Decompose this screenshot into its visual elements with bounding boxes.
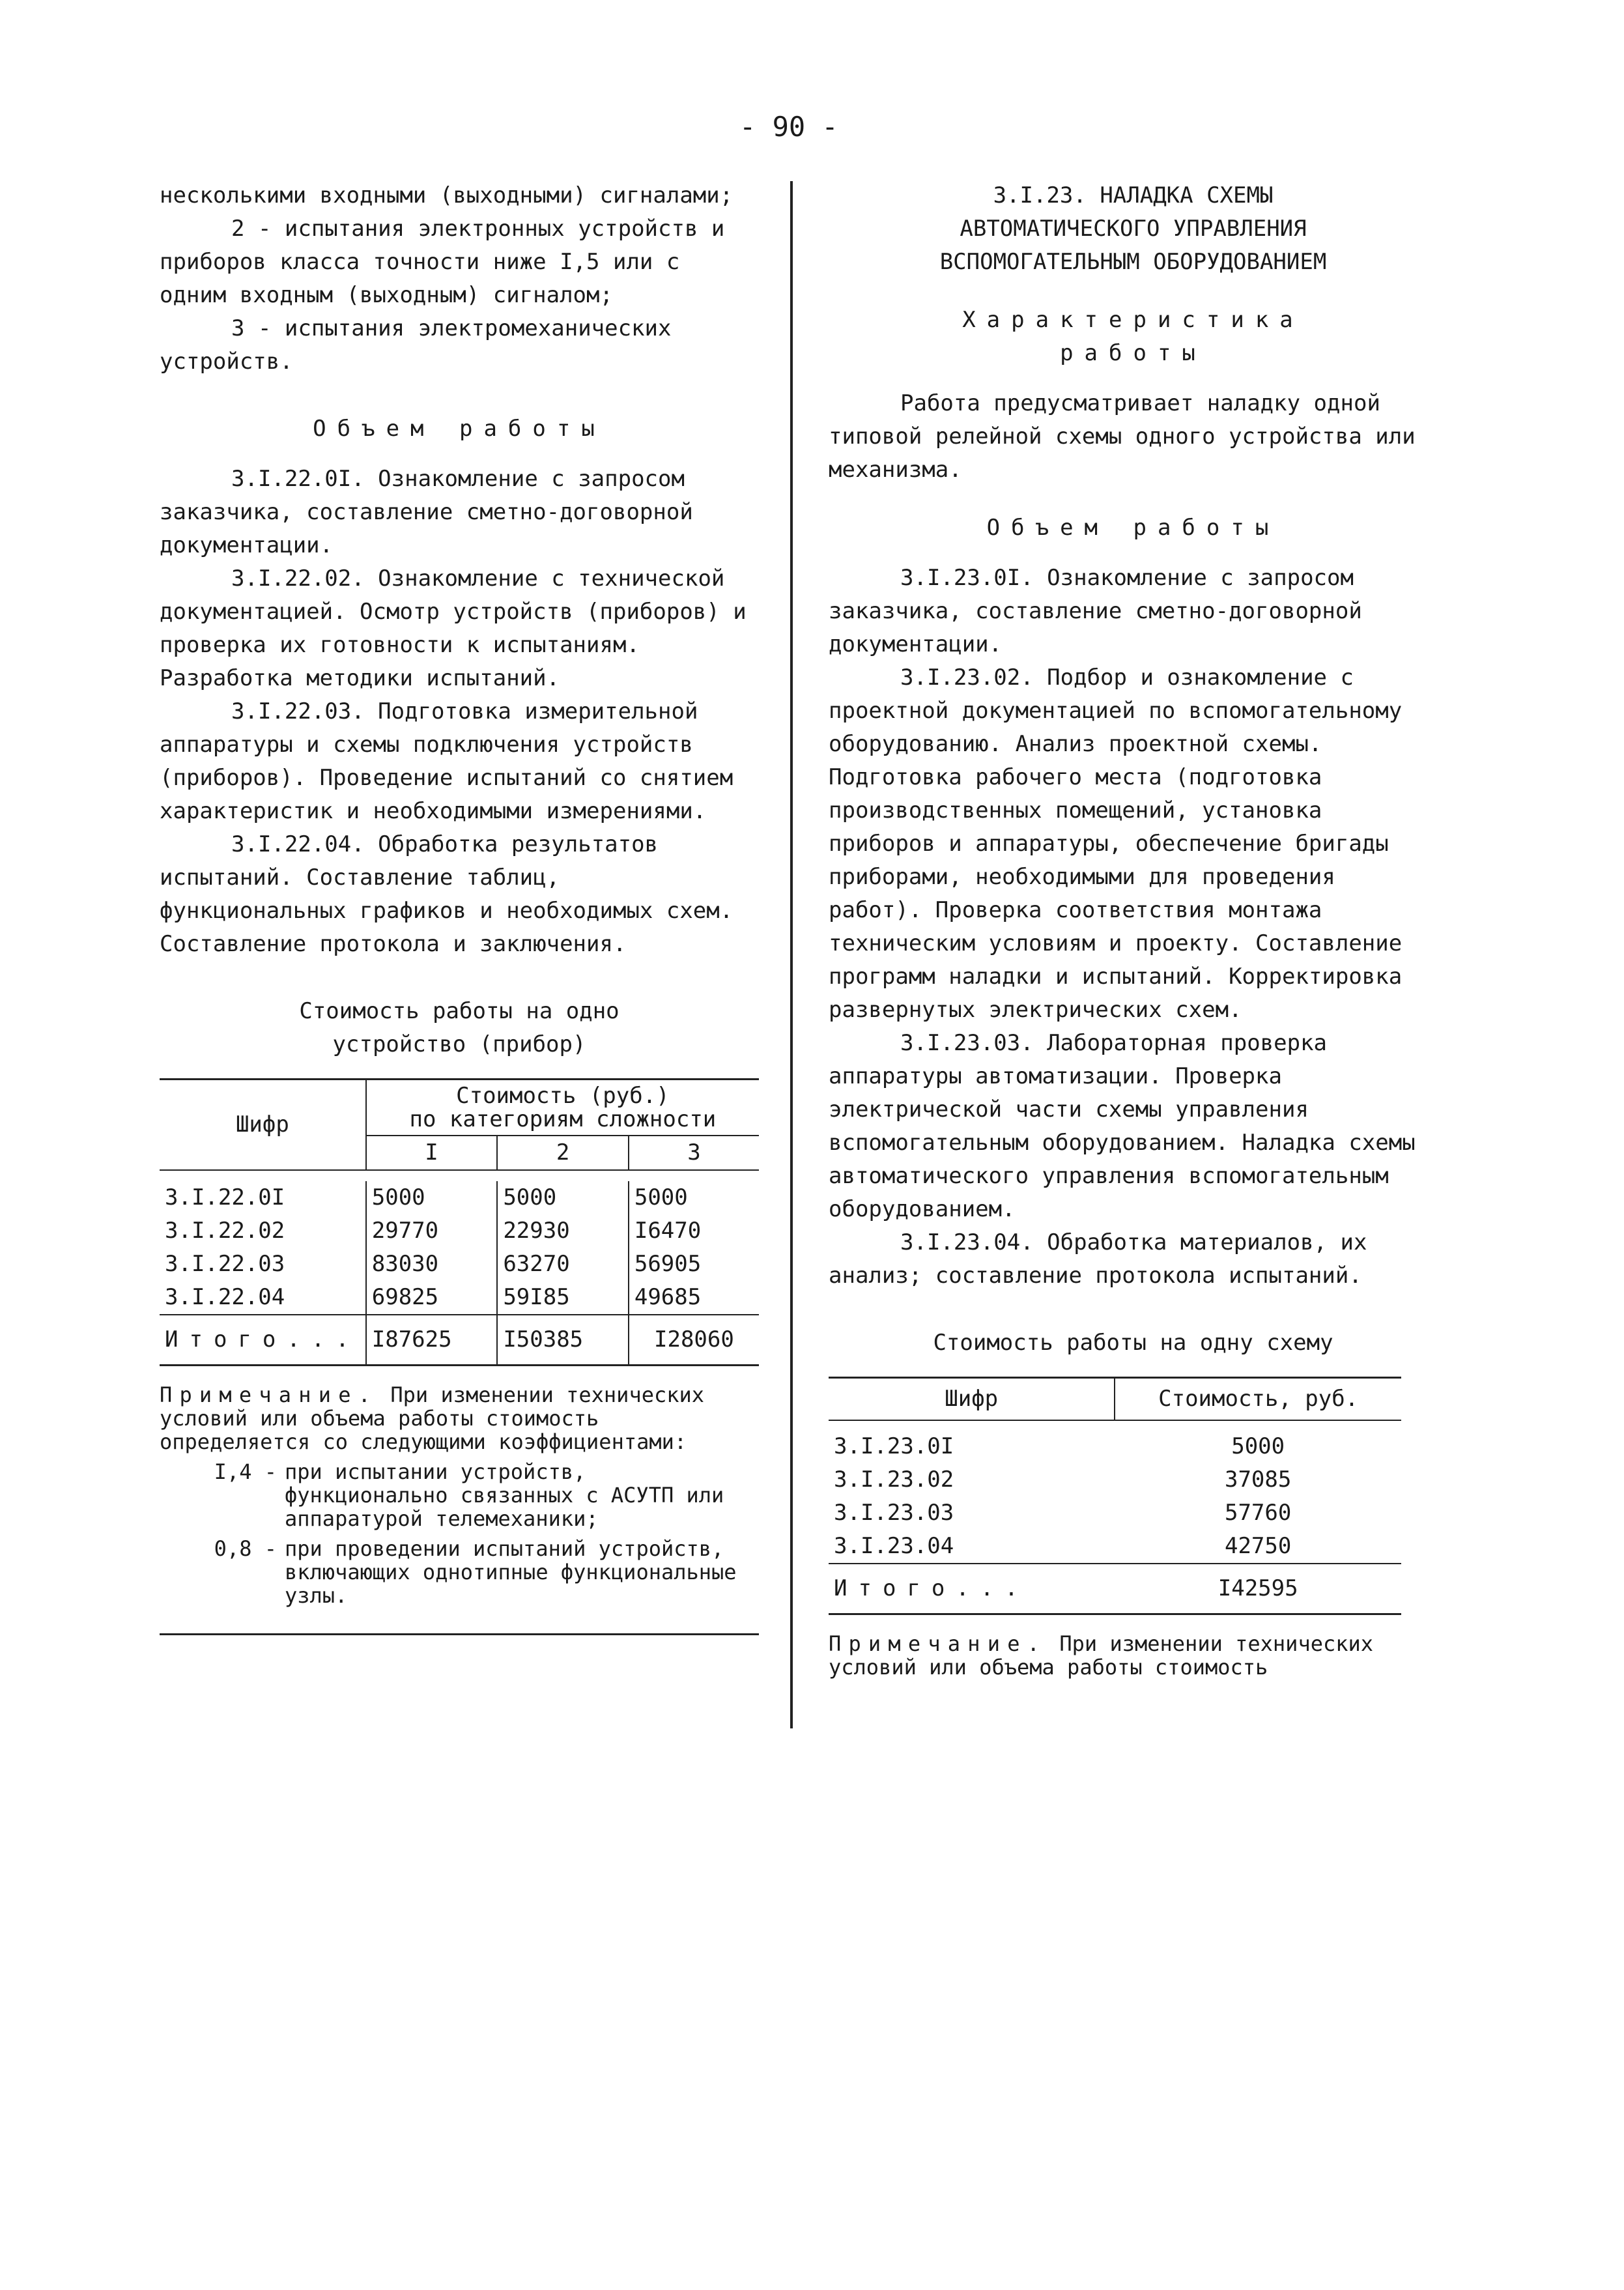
table-row	[160, 1181, 759, 1214]
scope-item: 3.I.23.04. Обработка материалов, их анализ; составление протокола испытаний.	[829, 1229, 1367, 1289]
note-lead: Примечание.	[829, 1631, 1047, 1656]
intro-category-2: 2 - испытания электронных устройств и приборов класса точности ниже I,5 или с одним входным (выходным) сигналом;	[160, 216, 725, 308]
page-number: - 90 -	[739, 111, 838, 143]
char-heading: работы	[1060, 340, 1206, 366]
note-lead: Примечание.	[160, 1382, 378, 1407]
table-cell: 69825	[366, 1281, 498, 1315]
table-cell: I6470	[629, 1214, 759, 1248]
table-header-code: Шифр	[945, 1386, 999, 1412]
table-cell-code: 3.I.22.0I	[165, 1184, 285, 1210]
table-cell: 37085	[1224, 1467, 1292, 1493]
table-cell: 5000	[629, 1181, 759, 1214]
scope-item: 3.I.23.02. Подбор и ознакомление с проектной документацией по вспомогательному оборудованию. Анализ проектной схемы. Подготовка рабочего места (подготовка производственных помещений, установка приборов и аппаратуры, обеспечение бригады приборами, необходимыми для проведения работ). Проверка соответствия монтажа техническим условиям и проекту. Составление программ наладки и испытаний. Корректировка развернутых электрических схем.	[829, 665, 1403, 1023]
scope-item: 3.I.23.0I. Ознакомление с запросом заказчика, составление сметно-договорной документации.	[829, 565, 1362, 657]
table-total-label: Итого...	[834, 1575, 1029, 1601]
table-cell: 57760	[1224, 1500, 1292, 1526]
table-header-cost: Стоимость, руб.	[1115, 1378, 1401, 1421]
table-cell: 49685	[629, 1281, 759, 1315]
table-cell-code: 3.I.22.04	[165, 1284, 285, 1310]
table-cell-code: 3.I.23.02	[834, 1467, 954, 1493]
cost-title: Стоимость работы на одно	[299, 998, 620, 1024]
cost-table	[829, 1377, 1401, 1615]
table-cell: 22930	[497, 1214, 629, 1248]
end-rule	[160, 1633, 759, 1635]
note-coef: I,4 - при испытании устройств, функционально связанных с АСУТП или аппаратурой телемеханики;	[214, 1459, 724, 1531]
note-text: При изменении технических условий или объема работы стоимость определяется со следующими коэффициентами:	[160, 1382, 705, 1454]
table-cell-code: 3.I.22.02	[165, 1218, 285, 1244]
cost-title: устройство (прибор)	[332, 1031, 586, 1057]
scope-item: 3.I.22.0I. Ознакомление с запросом заказчика, составление сметно-договорной документации.	[160, 466, 693, 558]
table-cell: 83030	[366, 1248, 498, 1281]
table-row	[160, 1214, 759, 1248]
right-column	[829, 179, 1438, 1679]
table-total: I42595	[1218, 1575, 1298, 1601]
cost-title: Стоимость работы на одну схему	[933, 1330, 1333, 1356]
table-cell-code: 3.I.22.03	[165, 1251, 285, 1277]
intro-line: несколькими входными (выходными) сигналами;	[160, 182, 734, 208]
char-text: Работа предусматривает наладку одной типовой релейной схемы одного устройства или механизма.	[829, 390, 1416, 483]
table-row	[160, 1281, 759, 1315]
table-total: I50385	[497, 1315, 629, 1366]
scope-item: 3.I.23.03. Лабораторная проверка аппаратуры автоматизации. Проверка электрической части схемы управления вспомогательным оборудованием. Наладка схемы автоматического управления вспомогательным оборудованием.	[829, 1030, 1416, 1222]
note-text: При изменении технических условий или объема работы стоимость	[829, 1631, 1374, 1680]
table-cell: 29770	[366, 1214, 498, 1248]
table-cell-code: 3.I.23.0I	[834, 1433, 954, 1459]
table-row	[829, 1463, 1401, 1496]
table-cell: 63270	[497, 1248, 629, 1281]
note-coef: 0,8 - при проведении испытаний устройств, включающих однотипные функциональные узлы.	[214, 1536, 737, 1608]
table-total-row	[160, 1315, 759, 1366]
table-header-cat: 2	[497, 1136, 629, 1170]
table-total-label: Итого...	[165, 1326, 360, 1353]
table-total-row	[829, 1564, 1401, 1614]
column-divider	[790, 181, 793, 1728]
section-title: 3.I.23. НАЛАДКА СХЕМЫ АВТОМАТИЧЕСКОГО УПРАВЛЕНИЯ ВСПОМОГАТЕЛЬНЫМ ОБОРУДОВАНИЕМ	[939, 182, 1327, 275]
table-row	[829, 1530, 1401, 1564]
table-cell: 5000	[366, 1181, 498, 1214]
table-cell: 5000	[497, 1181, 629, 1214]
table-row	[829, 1430, 1401, 1463]
table-header-code: Шифр	[160, 1080, 366, 1171]
table-total: I87625	[366, 1315, 498, 1366]
table-total: I28060	[629, 1315, 759, 1366]
table-header-cat: I	[366, 1136, 498, 1170]
left-column	[160, 179, 759, 1635]
scope-heading: Объем работы	[986, 515, 1280, 541]
scope-item: 3.I.22.02. Ознакомление с технической документацией. Осмотр устройств (приборов) и проверка их готовности к испытаниям. Разработка методики испытаний.	[160, 565, 747, 691]
scope-item: 3.I.22.04. Обработка результатов испытаний. Составление таблиц, функциональных графиков и необходимых схем. Составление протокола и заключения.	[160, 831, 734, 957]
table-cell-code: 3.I.23.03	[834, 1500, 954, 1526]
table-cell-code: 3.I.23.04	[834, 1533, 954, 1559]
table-cell: 56905	[629, 1248, 759, 1281]
note	[160, 1383, 759, 1607]
intro-category-3: 3 - испытания электромеханических устройств.	[160, 315, 672, 375]
table-header-cat: 3	[629, 1136, 759, 1170]
scope-heading: Объем работы	[313, 416, 606, 442]
cost-table	[160, 1078, 759, 1366]
note	[829, 1632, 1438, 1679]
table-cell: 42750	[1224, 1533, 1292, 1559]
table-row	[829, 1496, 1401, 1530]
table-header-cost: Стоимость (руб.) по категориям сложности	[366, 1080, 759, 1136]
char-heading: Характеристика	[962, 307, 1304, 333]
table-row	[160, 1248, 759, 1281]
table-cell: 5000	[1231, 1433, 1285, 1459]
table-cell: 59I85	[497, 1281, 629, 1315]
scope-item: 3.I.22.03. Подготовка измерительной аппаратуры и схемы подключения устройств (приборов). Проведение испытаний со снятием характеристик и необходимыми измерениями.	[160, 698, 734, 824]
